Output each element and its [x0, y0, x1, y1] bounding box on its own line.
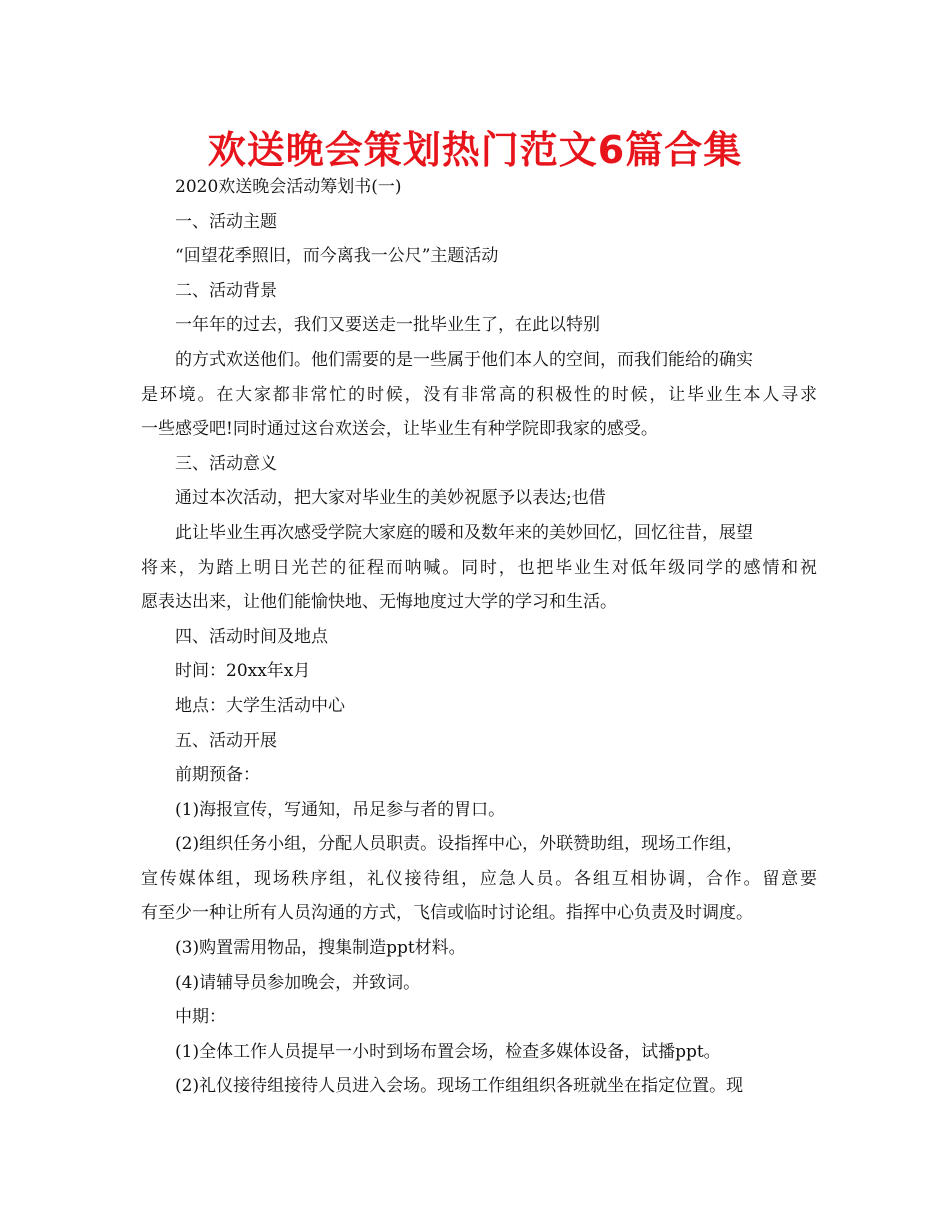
paragraph-line: 此让毕业生再次感受学院大家庭的暖和及数年来的美妙回忆，回忆往昔，展望: [175, 522, 753, 543]
paragraph-line: 地点：大学生活动中心: [175, 695, 345, 716]
document-title: 欢送晚会策划热门范文6篇合集: [207, 128, 743, 172]
paragraph-line: 宣传媒体组，现场秩序组，礼仪接待组，应急人员。各组互相协调，合作。留意要: [141, 868, 817, 889]
section-heading: 四、活动时间及地点: [175, 626, 328, 647]
paragraph-line: (4)请辅导员参加晚会，并致词。: [175, 972, 421, 993]
paragraph-line: (1)海报宣传，写通知，吊足参与者的胃口。: [175, 799, 506, 820]
paragraph-line: 一年年的过去，我们又要送走一批毕业生了，在此以特别: [175, 315, 600, 336]
paragraph-line: 中期：: [175, 1007, 226, 1028]
paragraph-line: 时间：20xx年x月: [175, 661, 311, 682]
paragraph-line: (1)全体工作人员提早一小时到场布置会场，检查多媒体设备，试播ppt。: [175, 1041, 721, 1062]
paragraph-line: (2)组织任务小组，分配人员职责。设指挥中心，外联赞助组，现场工作组，: [175, 834, 744, 855]
section-heading: 三、活动意义: [175, 453, 277, 474]
paragraph-line: “回望花季照旧，而今离我一公尺”主题活动: [175, 246, 499, 267]
paragraph-line: 通过本次活动，把大家对毕业生的美妙祝愿予以表达;也借: [175, 488, 606, 509]
section-heading: 五、活动开展: [175, 730, 277, 751]
paragraph-line: 愿表达出来，让他们能愉快地、无悔地度过大学的学习和生活。: [141, 592, 617, 613]
paragraph-line: 的方式欢送他们。他们需要的是一些属于他们本人的空间，而我们能给的确实: [175, 349, 753, 370]
paragraph-line: (2)礼仪接待组接待人员进入会场。现场工作组组织各班就坐在指定位置。现: [175, 1076, 744, 1097]
paragraph-line: (3)购置需用物品，搜集制造ppt材料。: [175, 938, 466, 959]
paragraph-line: 一些感受吧!同时通过这台欢送会，让毕业生有种学院即我家的感受。: [141, 419, 658, 440]
section-heading: 一、活动主题: [175, 211, 277, 232]
paragraph-line: 是环境。在大家都非常忙的时候，没有非常高的积极性的时候，让毕业生本人寻求: [141, 384, 817, 405]
paragraph-line: 有至少一种让所有人员沟通的方式，飞信或临时讨论组。指挥中心负责及时调度。: [141, 903, 753, 924]
section-heading: 二、活动背景: [175, 280, 277, 301]
paragraph-line: 将来，为踏上明日光芒的征程而呐喊。同时，也把毕业生对低年级同学的感情和祝: [141, 557, 817, 578]
paragraph-line: 2020欢送晚会活动筹划书(一): [175, 177, 402, 197]
document-body: [141, 170, 817, 1104]
paragraph-line: 前期预备：: [175, 765, 260, 786]
